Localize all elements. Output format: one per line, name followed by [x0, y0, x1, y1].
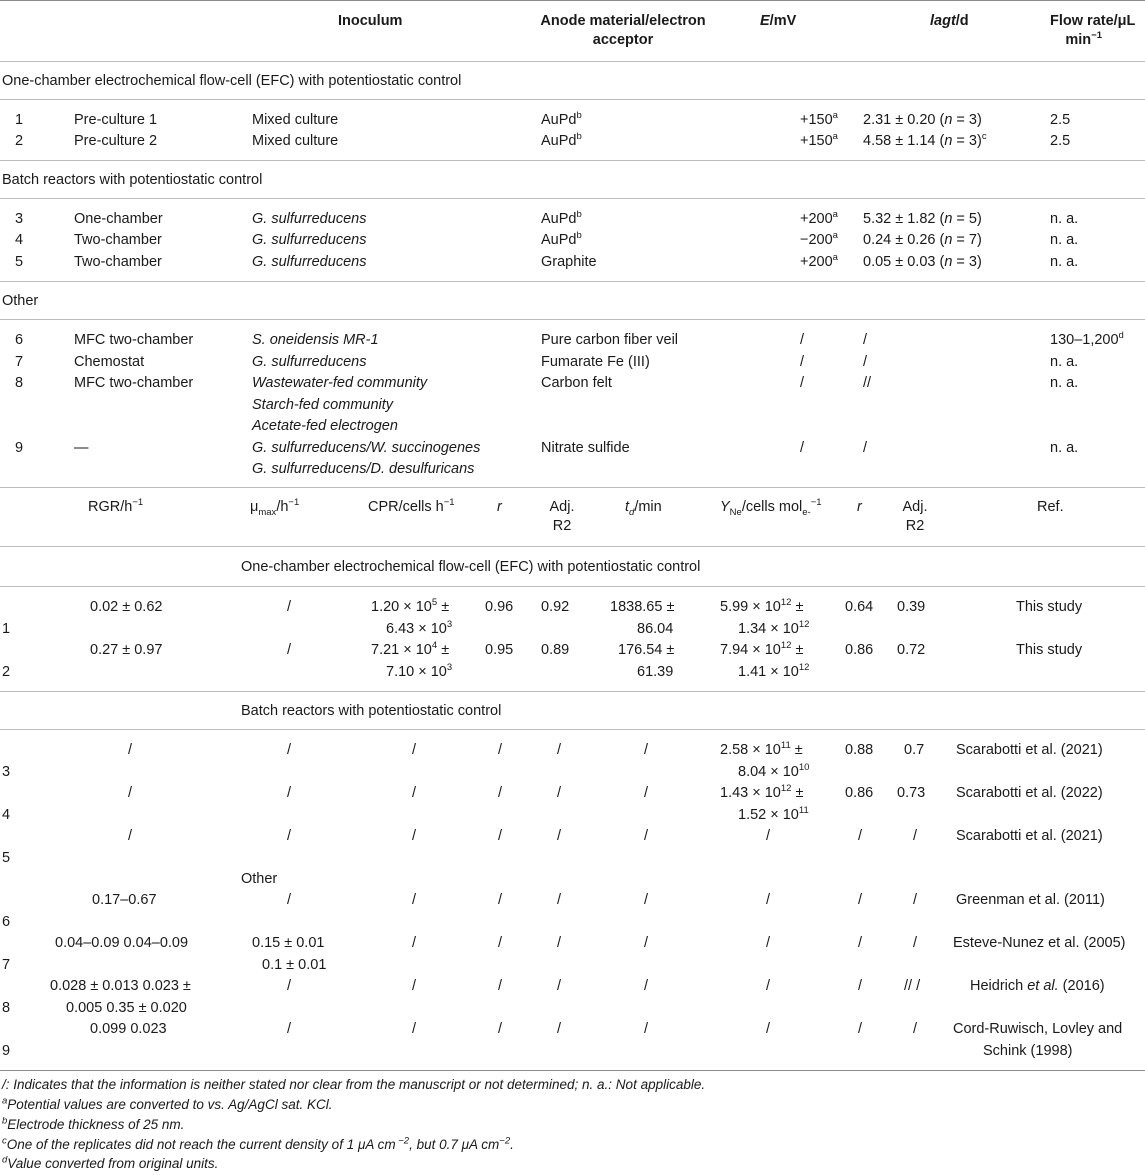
section-rule	[0, 691, 1145, 692]
row-cpr: /	[412, 978, 417, 994]
row-flow: 130–1,200$^d$	[1050, 330, 1124, 348]
row-adj2: 0.73	[897, 785, 926, 801]
row-adj2: 0.7	[904, 742, 925, 758]
row-adj: /	[557, 828, 562, 844]
header-rgr: RGR/$h^{-1}$	[88, 497, 144, 515]
top-rule	[0, 0, 1145, 1]
row-td: /	[644, 892, 649, 908]
section-title: Batch reactors with potentiostatic control	[241, 703, 502, 719]
row-rgr: 0.27 ± 0.97	[90, 642, 163, 658]
row-e: /	[800, 440, 805, 456]
row-td: 86.04	[637, 621, 674, 637]
row-number: 6	[15, 332, 24, 348]
row-number: 9	[2, 1043, 11, 1059]
footnote-d: $^d$Value converted from original units.	[2, 1154, 219, 1171]
section-rule	[0, 160, 1145, 161]
bottom-rule	[0, 1070, 1145, 1071]
row-type: —	[74, 440, 89, 456]
row-anode: Graphite	[541, 254, 597, 270]
row-r2: /	[858, 892, 863, 908]
row-flow: n. a.	[1050, 254, 1079, 270]
row-r: 0.96	[485, 599, 514, 615]
header-cpr: CPR/cells $h^{-1}$	[368, 497, 455, 515]
row-mu: /	[287, 742, 292, 758]
header-adj-r2-2: Adj. R2	[902, 499, 928, 534]
row-number: 4	[2, 807, 11, 823]
row-number: 4	[15, 232, 24, 248]
row-r: /	[498, 828, 503, 844]
row-yield: $1.52 \times 10^{11}$	[738, 805, 809, 823]
row-anode: AuPd$^b$	[541, 110, 582, 128]
row-td: /	[644, 828, 649, 844]
row-r2: /	[858, 828, 863, 844]
row-cpr: $7.10 \times 10^3$	[386, 662, 453, 680]
row-e: $+150^a$	[800, 110, 838, 128]
header-rule	[0, 546, 1145, 547]
row-anode: Pure carbon fiber veil	[541, 332, 679, 348]
section-title: One-chamber electrochemical flow-cell (EFC) with potentiostatic control	[2, 73, 462, 89]
row-td: /	[644, 785, 649, 801]
row-r: /	[498, 892, 503, 908]
row-td: /	[644, 1021, 649, 1037]
row-yield: $2.58 \times 10^{11}$ ±	[720, 740, 803, 758]
header-lagt: lagt/d	[930, 13, 969, 29]
row-rgr: 0.099 0.023	[90, 1021, 167, 1037]
row-adj: /	[557, 935, 562, 951]
row-type: Pre-culture 1	[74, 112, 158, 128]
row-inoculum: Starch-fed community	[252, 397, 394, 413]
header-anode: Anode material/electron acceptor	[540, 13, 706, 48]
row-e: $+200^a$	[800, 252, 838, 270]
row-inoculum: G. sulfurreducens	[252, 232, 367, 248]
row-mu: /	[287, 642, 292, 658]
row-yield: /	[766, 828, 771, 844]
row-r2: 0.64	[845, 599, 874, 615]
row-ref: Scarabotti et al. (2021)	[956, 742, 1103, 758]
row-mu: /	[287, 1021, 292, 1037]
row-number: 8	[2, 1000, 11, 1016]
row-cpr: $7.21 \times 10^4$ ±	[371, 640, 450, 658]
row-rgr: 0.02 ± 0.62	[90, 599, 163, 615]
row-anode: AuPd$^b$	[541, 131, 582, 149]
row-cpr: $1.20 \times 10^5$ ±	[371, 597, 450, 615]
row-number: 3	[2, 764, 11, 780]
row-r: /	[498, 785, 503, 801]
header-yield: $Y_{Ne}$/cells mol$_{e-}^{-1}$	[720, 497, 822, 518]
header-mu: $\mu_{max}/h^{-1}$	[250, 497, 300, 518]
row-cpr: /	[412, 892, 417, 908]
row-mu: 0.1 ± 0.01	[262, 957, 327, 973]
row-td: 61.39	[637, 664, 674, 680]
row-rgr: /	[128, 785, 133, 801]
row-ref: Scarabotti et al. (2022)	[956, 785, 1103, 801]
row-type: Chemostat	[74, 354, 145, 370]
row-adj2: /	[913, 892, 918, 908]
row-r: /	[498, 1021, 503, 1037]
row-yield: $1.43 \times 10^{12}$ ±	[720, 783, 804, 801]
row-td: /	[644, 742, 649, 758]
row-rgr: /	[128, 742, 133, 758]
row-number: 6	[2, 914, 11, 930]
row-number: 1	[2, 621, 11, 637]
row-inoculum: Acetate-fed electrogen	[252, 418, 398, 434]
row-yield: $5.99 \times 10^{12}$ ±	[720, 597, 804, 615]
row-td: /	[644, 978, 649, 994]
row-number: 7	[15, 354, 24, 370]
row-lagt: /	[863, 440, 868, 456]
row-type: Two-chamber	[74, 254, 162, 270]
row-lagt: /	[863, 354, 868, 370]
row-rgr: /	[128, 828, 133, 844]
row-ref: This study	[1016, 642, 1083, 658]
row-adj: 0.92	[541, 599, 570, 615]
row-number: 7	[2, 957, 11, 973]
row-number: 5	[15, 254, 24, 270]
row-inoculum: G. sulfurreducens/W. succinogenes	[252, 440, 481, 456]
row-mu: /	[287, 828, 292, 844]
row-type: Two-chamber	[74, 232, 162, 248]
row-r2: /	[858, 978, 863, 994]
row-td: 176.54 ±	[618, 642, 675, 658]
row-adj: /	[557, 1021, 562, 1037]
row-mu: /	[287, 978, 292, 994]
row-cpr: $6.43 \times 10^3$	[386, 619, 453, 637]
row-td: /	[644, 935, 649, 951]
header-r: r	[497, 499, 502, 515]
row-rgr: 0.028 ± 0.013 0.023 ±	[50, 978, 191, 994]
row-flow: n. a.	[1050, 375, 1079, 391]
row-number: 3	[15, 211, 24, 227]
row-adj2: // /	[904, 978, 921, 994]
row-adj: /	[557, 892, 562, 908]
row-adj2: 0.39	[897, 599, 926, 615]
row-flow: n. a.	[1050, 211, 1079, 227]
row-ref: This study	[1016, 599, 1083, 615]
row-lagt: 4.58 ± 1.14 (n = 3)$^c$	[863, 131, 987, 149]
row-ref: Schink (1998)	[983, 1043, 1073, 1059]
row-lagt: 0.24 ± 0.26 (n = 7)	[863, 232, 982, 248]
row-ref: Cord-Ruwisch, Lovley and	[953, 1021, 1123, 1037]
row-adj2: /	[913, 1021, 918, 1037]
section-rule	[0, 729, 1145, 730]
section-rule	[0, 319, 1145, 320]
row-yield: /	[766, 892, 771, 908]
row-number: 2	[15, 133, 24, 149]
row-rgr: 0.005 0.35 ± 0.020	[66, 1000, 187, 1016]
row-number: 1	[15, 112, 24, 128]
row-e: $-200^a$	[800, 230, 838, 248]
row-yield: $7.94 \times 10^{12}$ ±	[720, 640, 804, 658]
header-td: $t_d/\min$	[625, 499, 662, 518]
row-r2: 0.88	[845, 742, 874, 758]
row-anode: Fumarate Fe (III)	[541, 354, 650, 370]
table-divider	[0, 487, 1145, 488]
row-inoculum: Wastewater-fed community	[252, 375, 428, 391]
row-flow: n. a.	[1050, 354, 1079, 370]
row-type: MFC two-chamber	[74, 332, 194, 348]
row-lagt: 5.32 ± 1.82 (n = 5)	[863, 211, 982, 227]
row-flow: 2.5	[1050, 112, 1071, 128]
row-yield: /	[766, 978, 771, 994]
row-r: /	[498, 935, 503, 951]
row-yield: $1.41 \times 10^{12}$	[738, 662, 810, 680]
row-inoculum: G. sulfurreducens	[252, 211, 367, 227]
header-ref: Ref.	[1037, 499, 1064, 515]
row-yield: /	[766, 935, 771, 951]
section-title: Other	[2, 293, 39, 309]
section-rule	[0, 281, 1145, 282]
row-ref: Heidrich et al. (2016)	[970, 978, 1105, 994]
row-r: /	[498, 978, 503, 994]
row-lagt: 0.05 ± 0.03 (n = 3)	[863, 254, 982, 270]
row-ref: Esteve-Nunez et al. (2005)	[953, 935, 1126, 951]
row-inoculum: G. sulfurreducens	[252, 354, 367, 370]
footnote-general: /: Indicates that the information is neither stated nor clear from the manuscript or not determined; n. a.: Not applicable.	[2, 1077, 706, 1092]
row-r2: /	[858, 935, 863, 951]
row-ref: Greenman et al. (2011)	[956, 892, 1105, 908]
row-adj2: 0.72	[897, 642, 926, 658]
row-lagt: //	[863, 375, 872, 391]
row-yield: $8.04 \times 10^{10}$	[738, 762, 810, 780]
header-flow: Flow rate/μL $\min^{-1}$	[1050, 13, 1136, 48]
row-inoculum: Mixed culture	[252, 133, 339, 149]
row-e: $+200^a$	[800, 209, 838, 227]
row-mu: 0.15 ± 0.01	[252, 935, 325, 951]
row-mu: /	[287, 892, 292, 908]
row-mu: /	[287, 599, 292, 615]
row-td: 1838.65 ±	[610, 599, 675, 615]
row-cpr: /	[412, 785, 417, 801]
row-yield: $1.34 \times 10^{12}$	[738, 619, 810, 637]
footnote-c: $^c$One of the replicates did not reach the current density of 1 μA cm $^{-2}$, but 0.7 μA $cm^{-2}$.	[2, 1135, 514, 1152]
row-r: 0.95	[485, 642, 514, 658]
footnote-a: $^a$Potential values are converted to vs. Ag/AgCl sat. KCl.	[2, 1095, 333, 1112]
section-title: Other	[241, 871, 278, 887]
header-inoculum: Inoculum	[338, 13, 403, 29]
row-cpr: /	[412, 1021, 417, 1037]
row-cpr: /	[412, 935, 417, 951]
row-e: /	[800, 354, 805, 370]
row-inoculum: G. sulfurreducens	[252, 254, 367, 270]
row-inoculum: Mixed culture	[252, 112, 339, 128]
row-number: 5	[2, 850, 11, 866]
row-adj: /	[557, 742, 562, 758]
header-rule	[0, 61, 1145, 62]
row-flow: n. a.	[1050, 440, 1079, 456]
row-number: 2	[2, 664, 11, 680]
header-adj-r2: Adj. R2	[549, 499, 575, 534]
header-e: E/mV	[760, 13, 797, 29]
row-rgr: 0.17–0.67	[92, 892, 157, 908]
row-r2: 0.86	[845, 785, 874, 801]
row-inoculum: G. sulfurreducens/D. desulfuricans	[252, 461, 475, 477]
row-type: One-chamber	[74, 211, 163, 227]
row-cpr: /	[412, 742, 417, 758]
row-r: /	[498, 742, 503, 758]
row-anode: Carbon felt	[541, 375, 612, 391]
row-adj: /	[557, 785, 562, 801]
row-type: MFC two-chamber	[74, 375, 194, 391]
section-title: One-chamber electrochemical flow-cell (EFC) with potentiostatic control	[241, 559, 701, 575]
row-lagt: 2.31 ± 0.20 (n = 3)	[863, 112, 982, 128]
row-e: /	[800, 375, 805, 391]
section-rule	[0, 198, 1145, 199]
row-adj2: /	[913, 935, 918, 951]
header-r-2: r	[857, 499, 862, 515]
row-e: $+150^a$	[800, 131, 838, 149]
section-rule	[0, 99, 1145, 100]
row-anode: Nitrate sulfide	[541, 440, 630, 456]
row-r2: /	[858, 1021, 863, 1037]
row-anode: AuPd$^b$	[541, 230, 582, 248]
row-yield: /	[766, 1021, 771, 1037]
row-inoculum: S. oneidensis MR-1	[252, 332, 379, 348]
row-type: Pre-culture 2	[74, 133, 158, 149]
section-rule	[0, 586, 1145, 587]
row-r2: 0.86	[845, 642, 874, 658]
row-adj: /	[557, 978, 562, 994]
section-title: Batch reactors with potentiostatic control	[2, 172, 263, 188]
row-rgr: 0.04–0.09 0.04–0.09	[55, 935, 189, 951]
row-cpr: /	[412, 828, 417, 844]
row-adj: 0.89	[541, 642, 570, 658]
footnote-b: $^b$Electrode thickness of 25 nm.	[2, 1115, 185, 1132]
row-lagt: /	[863, 332, 868, 348]
row-anode: AuPd$^b$	[541, 209, 582, 227]
row-ref: Scarabotti et al. (2021)	[956, 828, 1103, 844]
row-number: 9	[15, 440, 24, 456]
row-flow: n. a.	[1050, 232, 1079, 248]
row-mu: /	[287, 785, 292, 801]
row-number: 8	[15, 375, 24, 391]
row-flow: 2.5	[1050, 133, 1071, 149]
row-adj2: /	[913, 828, 918, 844]
row-e: /	[800, 332, 805, 348]
